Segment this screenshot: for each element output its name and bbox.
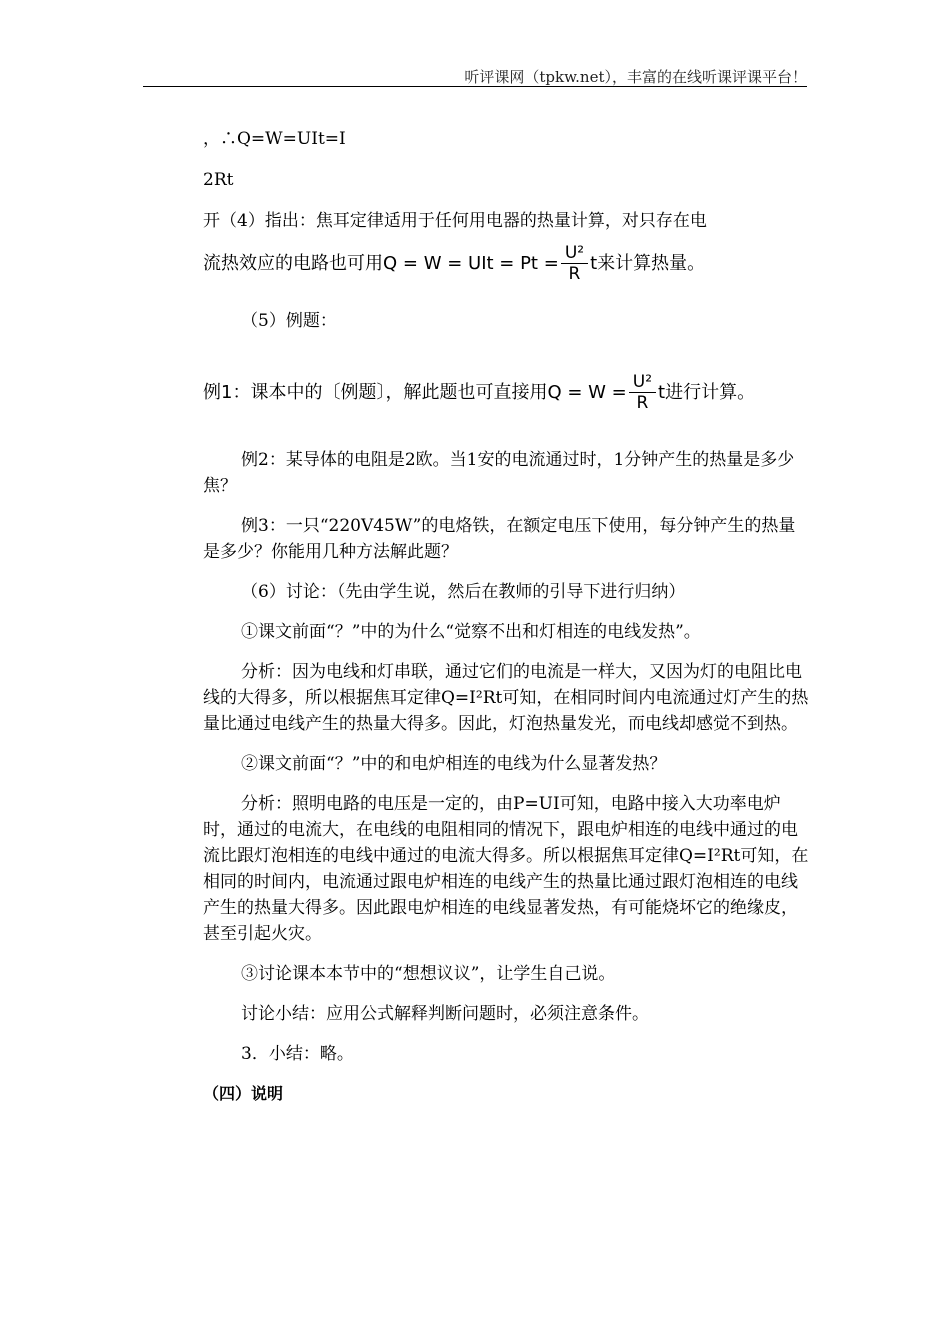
section-5: （5）例题： [241,311,337,331]
section-3-summary: 3．小结：略。 [241,1044,354,1064]
question-2: ②课文前面“？”中的和电炉相连的电线为什么显著发热？ [241,754,667,774]
document-body [203,124,809,1107]
formula-image-1 [203,243,809,284]
question-1: ①课文前面“？”中的为什么“觉察不出和灯相连的电线发热”。 [241,622,701,642]
analysis-2: 分析：照明电路的电压是一定的，由P=UI可知，电路中接入大功率电炉时，通过的电流大，在电线的电阻相同的情况下，跟电炉相连的电线中通过的电流比跟灯泡相连的电线中通过的电流大得多。所以根据焦耳定律Q=I²Rt可知，在相同的时间内，电流通过跟电炉相连的电线产生的热量比通过跟灯泡相连的电线产生的热量大得多。因此跟电炉相连的电线显著发热，有可能烧坏它的绝缘皮，甚至引起火灾。 [203,794,809,944]
header-divider [143,86,807,87]
formula-image-2 [203,372,809,413]
fraction-u2-over-r [629,372,656,413]
example-3: 例3：一只“220V45W”的电烙铁，在额定电压下使用，每分钟产生的热量是多少？你能用几种方法解此题？ [203,516,796,562]
point-4: 开（4）指出：焦耳定律适用于任何用电器的热量计算，对只存在电 [203,211,707,231]
fraction-numerator: U² [561,243,588,264]
fraction-u2-over-r [561,243,588,284]
formula-2-after: t进行计算。 [658,381,756,403]
example-2: 例2：某导体的电阻是2欧。当1安的电流通过时，1分钟产生的热量是多少焦？ [203,450,795,496]
section-4-heading: （四）说明 [203,1084,284,1103]
question-3: ③讨论课本本节中的“想想议议”，让学生自己说。 [241,964,616,984]
discussion-summary: 讨论小结：应用公式解释判断问题时，必须注意条件。 [241,1004,649,1024]
fraction-denominator: R [636,393,649,413]
analysis-1: 分析：因为电线和灯串联，通过它们的电流是一样大，又因为灯的电阻比电线的大得多，所以根据焦耳定律Q=I²Rt可知，在相同时间内电流通过灯产生的热量比通过电线产生的热量大得多。因此，灯泡热量发光，而电线却感觉不到热。 [203,662,809,734]
formula-line-2: 2Rt [203,170,234,190]
section-6: （6）讨论：（先由学生说，然后在教师的引导下进行归纳） [241,582,686,602]
formula-1-before: 流热效应的电路也可用Q = W = UIt = Pt = [203,252,559,274]
formula-1-after: t来计算热量。 [590,252,706,274]
formula-2-before: 例1：课本中的〔例题〕，解此题也可直接用Q = W = [203,381,627,403]
page-header: 听评课网（tpkw.net），丰富的在线听课评课平台！ [464,68,807,86]
fraction-denominator: R [568,264,581,284]
formula-line-1: ，∴Q=W=UIt=I [203,129,346,149]
fraction-numerator: U² [629,372,656,393]
